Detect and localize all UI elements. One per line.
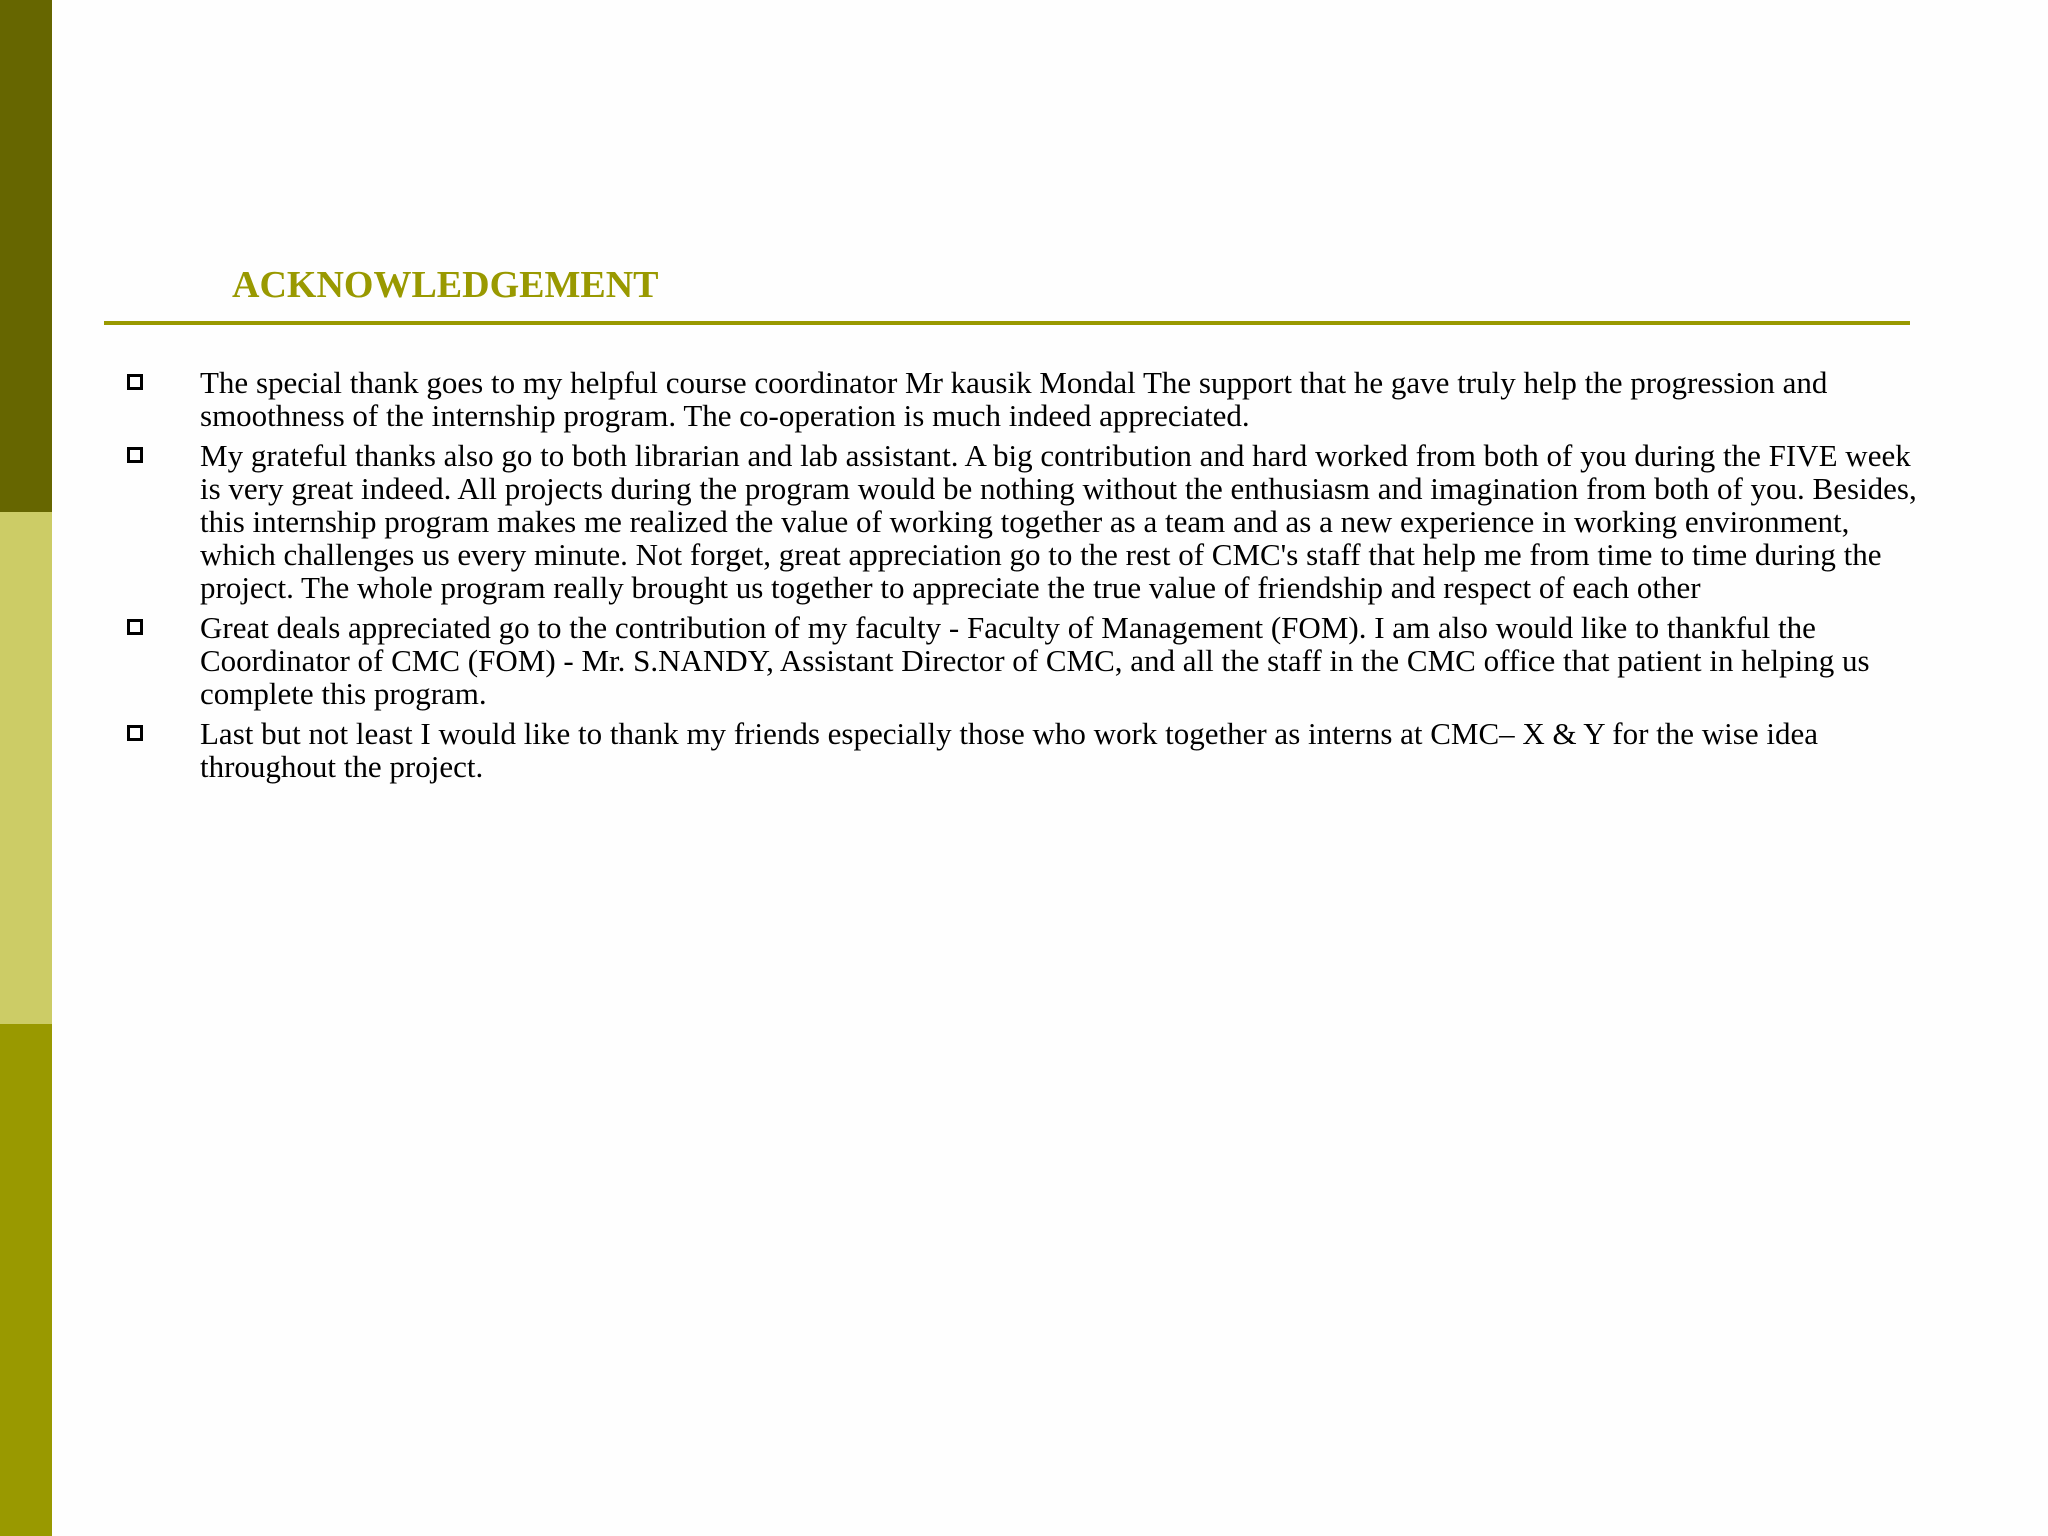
title-underline-rule bbox=[104, 321, 1910, 325]
hollow-square-icon bbox=[127, 725, 143, 741]
bullet-text: My grateful thanks also go to both librarian and lab assistant. A big contribution and hard worked from both of you during the FIVE week is very great indeed. All projects during the program would be nothing without the enthusiasm and imagination from both of you. Besides, this internship program makes me realized the value of working together as a team and as a new experience in working environment, which challenges us every minute. Not forget, great appreciation go to the rest of CMC's staff that help me from time to time during the project. The whole program really brought us together to appreciate the true value of friendship and respect of each other bbox=[200, 438, 1917, 605]
slide-title: ACKNOWLEDGEMENT bbox=[232, 264, 659, 306]
hollow-square-icon bbox=[127, 447, 143, 463]
bullet-item bbox=[120, 717, 1920, 783]
sidebar-middle-block bbox=[0, 512, 52, 1024]
bullet-item bbox=[120, 439, 1920, 604]
bullet-text: Last but not least I would like to thank my friends especially those who work together as interns at CMC– X & Y for the wise idea throughout the project. bbox=[200, 716, 1818, 784]
bullet-text: The special thank goes to my helpful course coordinator Mr kausik Mondal The support that he gave truly help the progression and smoothness of the internship program. The co-operation is much indeed appreciated. bbox=[200, 365, 1828, 433]
sidebar-top-block bbox=[0, 0, 52, 512]
acknowledgement-bullet-list bbox=[120, 366, 1920, 790]
bullet-item bbox=[120, 366, 1920, 432]
hollow-square-icon bbox=[127, 374, 143, 390]
sidebar-bottom-block bbox=[0, 1024, 52, 1536]
bullet-item bbox=[120, 611, 1920, 710]
hollow-square-icon bbox=[127, 619, 143, 635]
bullet-text: Great deals appreciated go to the contribution of my faculty - Faculty of Management (FOM). I am also would like to thankful the Coordinator of CMC (FOM) - Mr. S.NANDY, Assistant Director of CMC, and all the staff in the CMC office that patient in helping us complete this program. bbox=[200, 610, 1870, 711]
